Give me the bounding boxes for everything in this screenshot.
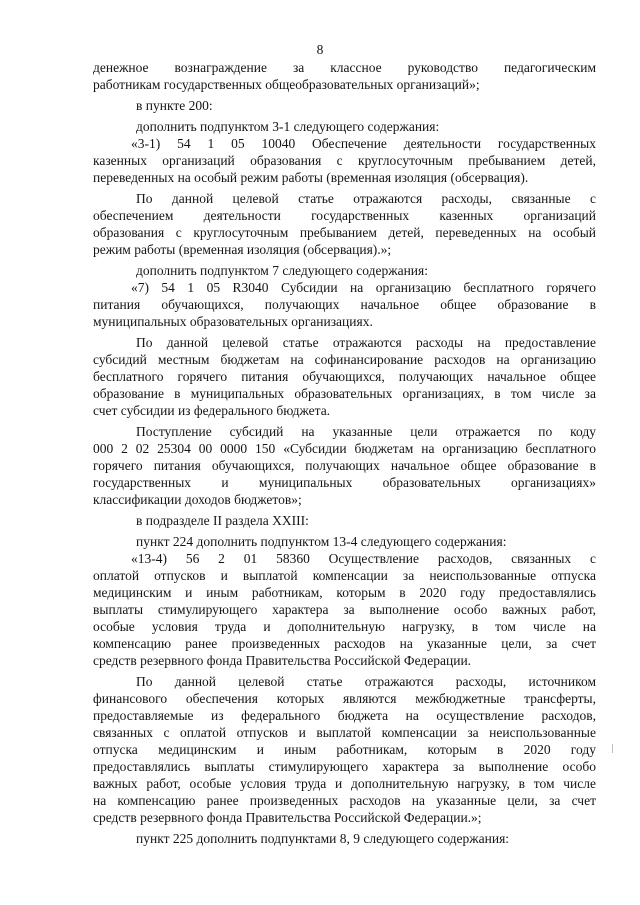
text-line: казенных организаций образования с круглосуточным пребыванием детей, [93, 153, 596, 168]
text-line: классификации доходов бюджетов»; [93, 492, 302, 507]
text-line: 000 2 02 25304 00 0000 150 «Субсидии бюджетам на организацию бесплатного [93, 441, 596, 456]
text-line: бесплатного горячего питания обучающихся, получающих начальное общее [93, 369, 596, 384]
page-number: 8 [316, 42, 324, 57]
text-line: образование в муниципальных образовательных организациях, в том числе за [93, 386, 596, 401]
text-line: режим работы (временная изоляция (обсервация).»; [93, 242, 392, 257]
text-line: переведенных на особый режим работы (временная изоляция (обсервация). [93, 170, 529, 185]
text-line: обеспечением деятельности государственных казенных организаций [93, 208, 596, 223]
text-line: медицинским и иным работникам, которым в 2020 году предоставлялись [93, 585, 596, 600]
text-line: «13-4) 56 2 01 58360 Осуществление расходов, связанных с [131, 551, 596, 566]
text-line: компенсацию ранее произведенных расходов на указанные цели, за счет [93, 636, 596, 651]
text-line: связанных с оплатой отпусков и выплатой компенсации за неиспользованные [93, 725, 596, 740]
text-line: предоставляемые из федерального бюджета на осуществление расходов, [93, 708, 596, 723]
text-line: субсидий местным бюджетам на софинансирование расходов на организацию [93, 352, 596, 367]
text-line: оплатой отпусков и выплатой компенсации за неиспользованные отпуска [93, 568, 596, 583]
text-line: работникам государственных общеобразовательных организаций»; [93, 77, 480, 92]
text-line: отпуска медицинским и иным работникам, которым в 2020 году [93, 742, 596, 757]
text-line: По данной целевой статье отражаются расходы, связанные с [136, 191, 596, 206]
text-line: Поступление субсидий на указанные цели отражается по коду [136, 424, 596, 439]
text-line: муниципальных образовательных организациях. [93, 314, 373, 329]
text-line: горячего питания обучающихся, получающих начальное общее образование в [93, 458, 596, 473]
text-line: образования с круглосуточным пребыванием детей, переведенных на особый [93, 225, 596, 240]
text-line: средств резервного фонда Правительства Российской Федерации.»; [93, 810, 482, 825]
text-line: дополнить подпунктом 3-1 следующего содержания: [136, 119, 440, 134]
text-line: в подразделе II раздела XXIII: [136, 513, 309, 528]
text-line: выплаты стимулирующего характера за выполнение особо важных работ, [93, 602, 596, 617]
scan-mark [612, 744, 613, 753]
text-line: в пункте 200: [136, 98, 213, 113]
text-line: предоставлялись выплаты стимулирующего характера за выполнение особо [93, 759, 596, 774]
text-line: на компенсацию ранее произведенных расходов на указанные цели, за счет [93, 793, 596, 808]
text-line: счет субсидии из федерального бюджета. [93, 403, 331, 418]
text-line: пункт 225 дополнить подпунктами 8, 9 следующего содержания: [136, 831, 510, 846]
text-line: финансового обеспечения которых являются межбюджетные трансферты, [93, 691, 596, 706]
text-line: денежное вознаграждение за классное руководство педагогическим [93, 60, 596, 75]
text-line: По данной целевой статье отражаются расходы, источником [136, 674, 596, 689]
text-line: средств резервного фонда Правительства Российской Федерации. [93, 653, 472, 668]
text-line: важных работ, особые условия труда и дополнительную нагрузку, в том числе [93, 776, 596, 791]
text-line: «7) 54 1 05 R3040 Субсидии на организацию бесплатного горячего [131, 280, 596, 295]
text-line: государственных и муниципальных образовательных организациях» [93, 475, 596, 490]
text-line: «3-1) 54 1 05 10040 Обеспечение деятельности государственных [131, 136, 596, 151]
text-line: особые условия труда и дополнительную нагрузку, в том числе на [93, 619, 596, 634]
text-line: пункт 224 дополнить подпунктом 13-4 следующего содержания: [136, 534, 507, 549]
text-line: дополнить подпунктом 7 следующего содержания: [136, 263, 428, 278]
text-line: питания обучающихся, получающих начальное общее образование в [93, 297, 596, 312]
text-line: По данной целевой статье отражаются расходы на предоставление [136, 335, 596, 350]
